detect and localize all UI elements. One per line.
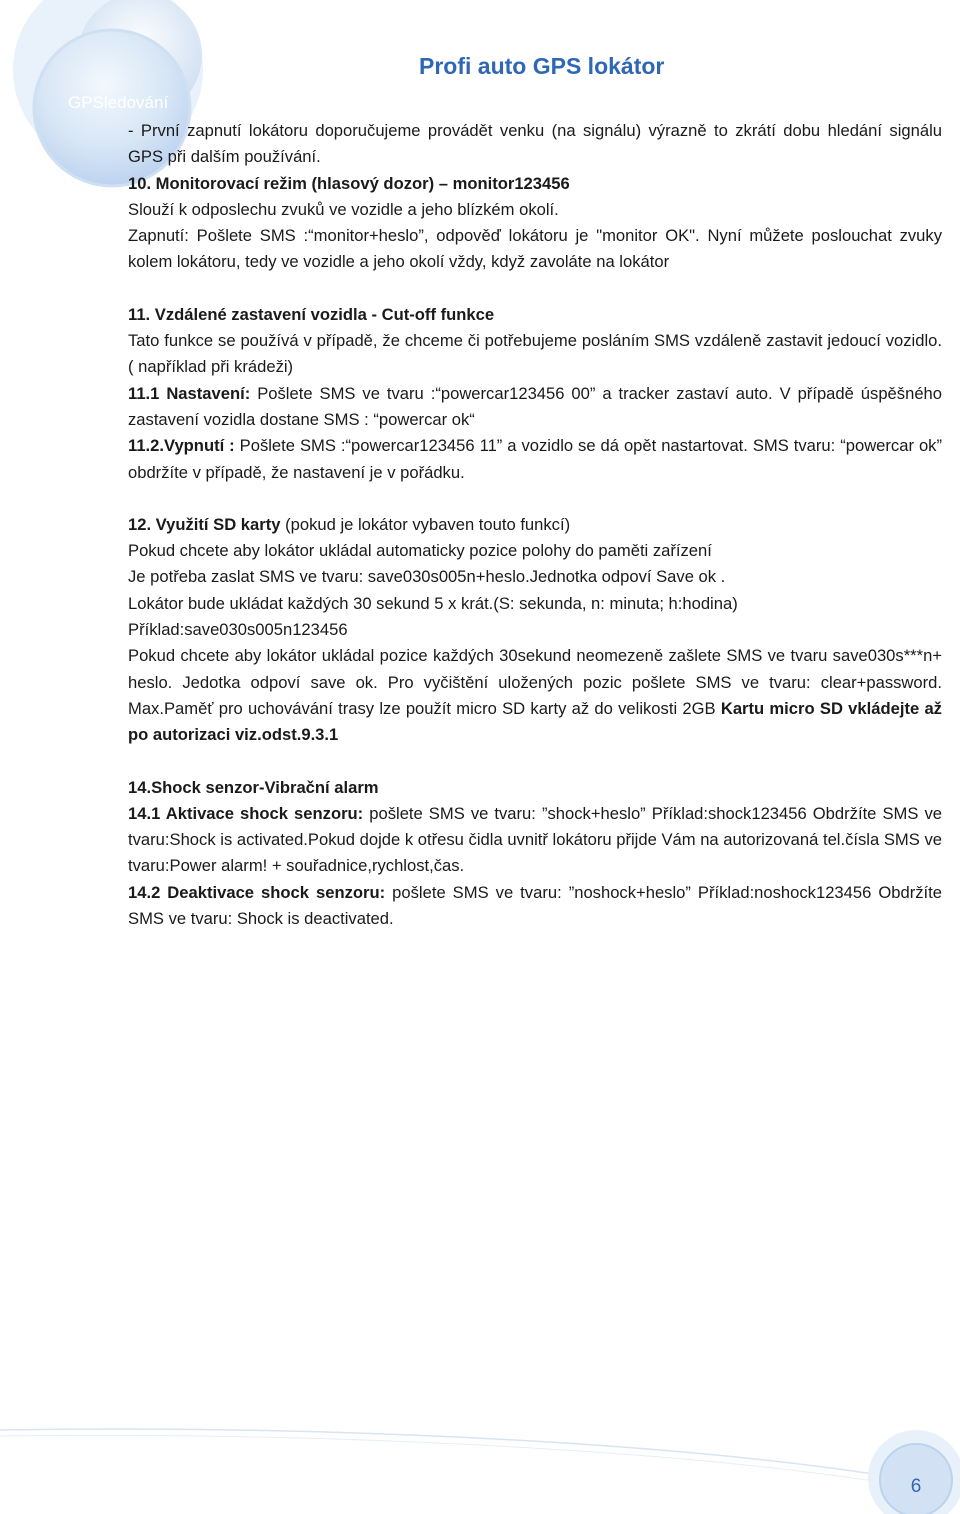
section-14-1-label: 14.1 Aktivace shock senzoru: [128,803,364,823]
section-12-heading-line [128,512,942,538]
section-11-heading: 11. Vzdálené zastavení vozidla - Cut-off funkce [128,304,495,324]
section-12-heading: 12. Využití SD karty [128,514,281,534]
section-10-text-2: Zapnutí: Pošlete SMS :“monitor+heslo”, odpověď lokátoru je "monitor OK". Nyní můžete poslouchat zvuky kolem lokátoru, tedy ve vozidle a jeho okolí vždy, když zavoláte na lokátor [128,226,942,272]
spacer [128,749,942,775]
section-11-2-label: 11.2.Vypnutí : [128,436,235,456]
page-number: 6 [910,1476,922,1497]
section-12-text-5-body: Pokud chcete aby lokátor ukládal pozice každých 30sekund neomezeně zašlete SMS ve tvaru save030s***n+ heslo. Jedotka odpoví save ok. Pro vyčištění uložených pozic pošlete SMS ve tvaru: clear+password. Max.Paměť pro uchovávání trasy lze použít micro SD karty až do velikosti 2GB [128,646,942,718]
document-title: Profi auto GPS lokátor [419,53,665,79]
section-12-text-3: Lokátor bude ukládat každých 30 sekund 5 x krát.(S: sekunda, n: minuta; h:hodina) [128,593,738,613]
section-14-2-text: pošlete SMS ve tvaru: ”noshock+heslo” Příklad:noshock123456 Obdržíte SMS ve tvaru: Shock is deactivated. [128,882,942,929]
section-12-text-5 [128,643,942,748]
section-10-heading: 10. Monitorovací režim (hlasový dozor) – monitor123456 [128,173,570,193]
brand-logo-text: GPSledování [68,93,169,112]
section-11-text-1: Tato funkce se používá v případě, že chceme či potřebujeme posláním SMS vzdáleně zastavit jedoucí vozidlo.( například při krádeži) [128,331,942,377]
section-14-2-label: 14.2 Deaktivace shock senzoru: [128,882,386,902]
spacer [128,276,942,302]
intro-note: - První zapnutí lokátoru doporučujeme provádět venku (na signálu) výrazně to zkrátí dobu hledání signálu GPS při dalším používání. [128,121,942,167]
section-14-heading: 14.Shock senzor-Vibrační alarm [128,777,379,797]
section-14-1-text: pošlete SMS ve tvaru: ”shock+heslo” Příklad:shock123456 Obdržíte SMS ve tvaru:Shock is activated.Pokud dojde k otřesu čidla uvnitř lokátoru přijde Vám na autorizovaná tel.čísla SMS ve tvaru:Power alarm! + souřadnice,rychlost,čas. [128,803,942,876]
section-10-text-1: Slouží k odposlechu zvuků ve vozidle a jeho blízkém okolí. [128,199,559,219]
section-14-1-paragraph [128,801,942,880]
section-12-text-4: Příklad:save030s005n123456 [128,620,348,640]
footer-bubble [0,1429,960,1514]
section-11-2-paragraph [128,433,942,486]
section-14-2-paragraph [128,880,942,933]
section-11-1-label: 11.1 Nastavení: [128,383,251,403]
page-content [128,118,942,932]
section-11-2-text: Pošlete SMS :“powercar123456 11” a vozidlo se dá opět nastartovat. SMS tvaru: “powercar ok” obdržíte v případě, že nastavení je v pořádku. [128,436,942,482]
spacer [128,486,942,512]
section-11-1-text: Pošlete SMS ve tvaru :“powercar123456 00” a tracker zastaví auto. V případě úspěšného zastavení vozidla dostane SMS : “powercar ok“ [128,383,942,429]
section-12-text-2: Je potřeba zaslat SMS ve tvaru: save030s005n+heslo.Jednotka odpoví Save ok . [128,567,726,587]
section-12-text-5-bold: Kartu micro SD vkládejte až po autorizaci viz.odst.9.3.1 [128,698,942,745]
section-11-1-paragraph [128,381,942,434]
section-12-heading-note: (pokud je lokátor vybaven touto funkcí) [280,514,571,534]
section-12-text-1: Pokud chcete aby lokátor ukládal automaticky pozice polohy do paměti zařízení [128,541,712,561]
